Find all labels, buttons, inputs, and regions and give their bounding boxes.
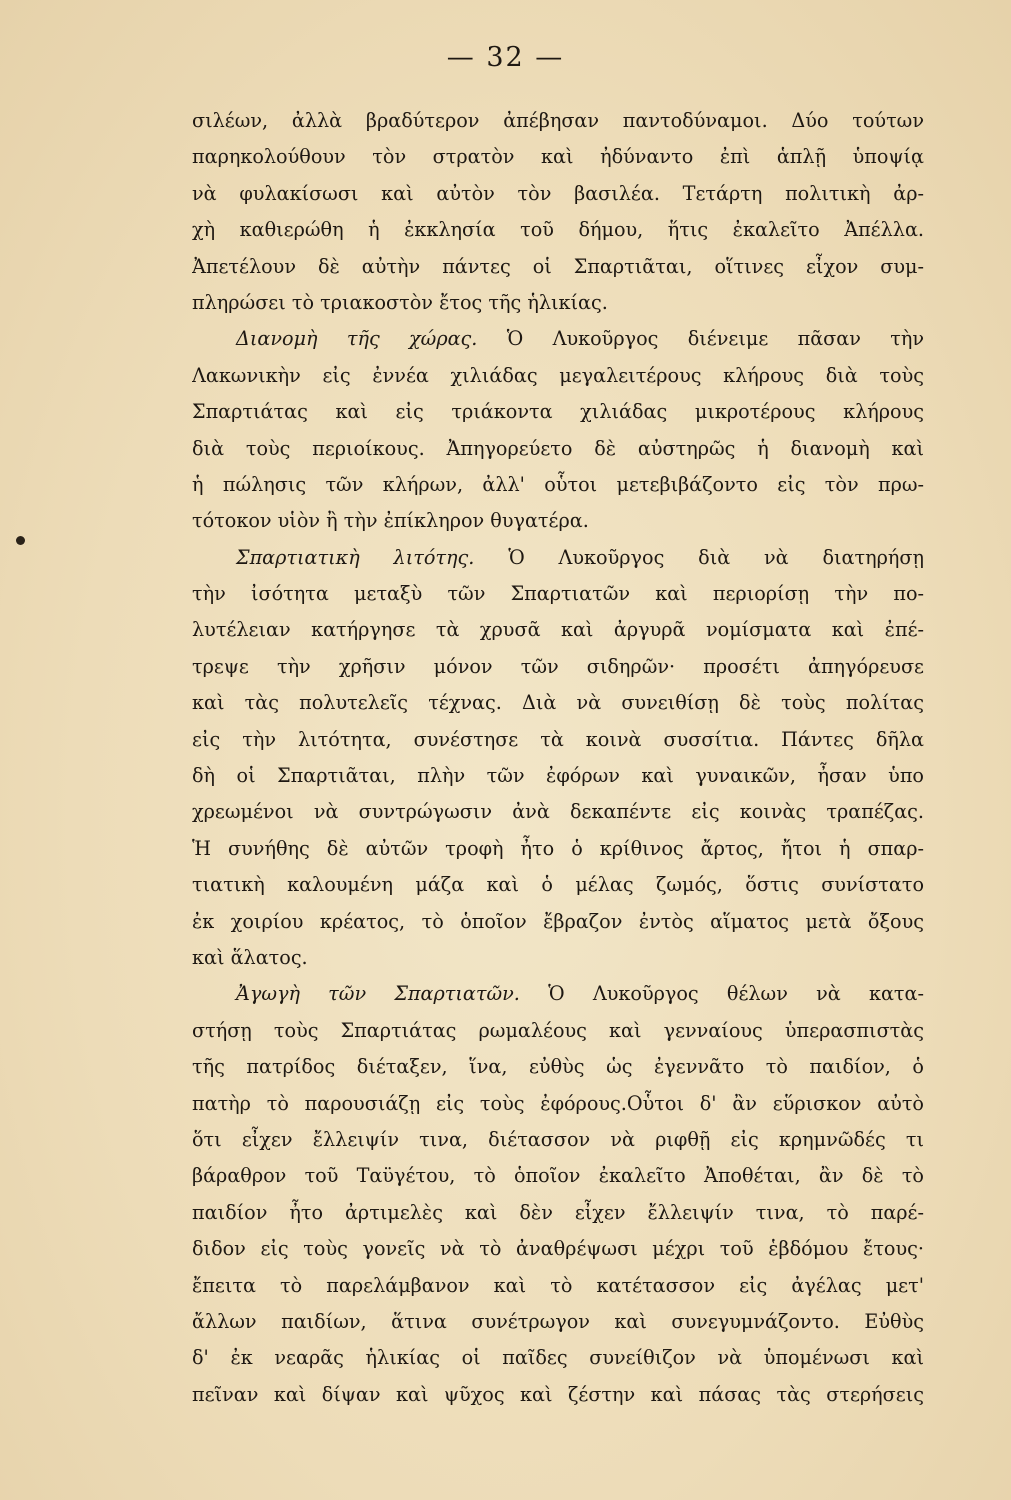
text-line: τῆς πατρίδος διέταξεν, ἵνα, εὐθὺς ὡς ἐγεννᾶτο τὸ παιδίον, ὁ: [192, 1055, 924, 1079]
text-line: ἔπειτα τὸ παρελάμβανον καὶ τὸ κατέτασσον εἰς ἀγέλας μετ': [192, 1273, 924, 1297]
section-heading: Ἀγωγὴ τῶν Σπαρτιατῶν.: [236, 982, 520, 1006]
text-line: ὅτι εἶχεν ἔλλειψίν τινα, διέτασσον νὰ ριφθῇ εἰς κρημνῶδές τι: [192, 1127, 924, 1151]
text-line: πεῖναν καὶ δίψαν καὶ ψῦχος καὶ ζέστην καὶ πάσας τὰς στερήσεις: [192, 1382, 924, 1406]
text-line: παιδίον ἦτο ἀρτιμελὲς καὶ δὲν εἶχεν ἔλλειψίν τινα, τὸ παρέ-: [192, 1200, 924, 1224]
text-line: εἰς τὴν λιτότητα, συνέστησε τὰ κοινὰ συσσίτια. Πάντες δῆλα: [192, 727, 924, 751]
text-line: διὰ τοὺς περιοίκους. Ἀπηγορεύετο δὲ αὐστηρῶς ἡ διανομὴ καὶ: [192, 436, 924, 460]
text-line: πατὴρ τὸ παρουσιάζῃ εἰς τοὺς ἐφόρους.Οὗτοι δ' ἂν εὕρισκον αὐτὸ: [192, 1091, 924, 1115]
text-line: καὶ ἅλατος.: [192, 945, 308, 969]
section-heading-line-diavomi: Διανομὴ τῆς χώρας. Ὁ Λυκοῦργος διένειμε πᾶσαν τὴν: [236, 327, 924, 351]
text-line: βάραθρον τοῦ Ταϋγέτου, τὸ ὁποῖον ἐκαλεῖτο Ἀποθέται, ἂν δὲ τὸ: [192, 1164, 924, 1188]
text-line: τὴν ἰσότητα μεταξὺ τῶν Σπαρτιατῶν καὶ περιορίσῃ τὴν πο-: [192, 582, 924, 606]
section-heading-line-agogi: Ἀγωγὴ τῶν Σπαρτιατῶν. Ὁ Λυκοῦργος θέλων νὰ κατα-: [236, 982, 924, 1006]
text-line: τιατικὴ καλουμένη μάζα καὶ ὁ μέλας ζωμός, ὅστις συνίστατο: [192, 873, 924, 897]
section-heading: Σπαρτιατικὴ λιτότης.: [236, 545, 475, 569]
text-line: Λακωνικὴν εἰς ἐννέα χιλιάδας μεγαλειτέρους κλήρους διὰ τοὺς: [192, 363, 924, 387]
text-line: πληρώσει τὸ τριακοστὸν ἔτος τῆς ἡλικίας.: [192, 290, 608, 314]
section-heading: Διανομὴ τῆς χώρας.: [236, 327, 478, 351]
page-number: — 32 —: [446, 42, 565, 73]
text-line: ἄλλων παιδίων, ἅτινα συνέτρωγον καὶ συνεγυμνάζοντο. Εὐθὺς: [192, 1309, 924, 1333]
section-heading-line-litotis: Σπαρτιατικὴ λιτότης. Ὁ Λυκοῦργος διὰ νὰ διατηρήσῃ: [236, 545, 924, 569]
margin-ink-mark: [16, 536, 25, 545]
text-line: χὴ καθιερώθη ἡ ἐκκλησία τοῦ δήμου, ἥτις ἐκαλεῖτο Ἀπέλλα.: [192, 218, 924, 242]
text-line: διδον εἰς τοὺς γονεῖς νὰ τὸ ἀναθρέψωσι μέχρι τοῦ ἑβδόμου ἔτους·: [192, 1237, 924, 1261]
text-line: τρεψε τὴν χρῆσιν μόνον τῶν σιδηρῶν· προσέτι ἀπηγόρευσε: [192, 654, 924, 678]
text-line: Σπαρτιάτας καὶ εἰς τριάκοντα χιλιάδας μικροτέρους κλήρους: [192, 400, 924, 424]
text-line: ἡ πώλησις τῶν κλήρων, ἀλλ' οὗτοι μετεβιβάζοντο εἰς τὸν πρω-: [192, 472, 924, 496]
text-line: ἐκ χοιρίου κρέατος, τὸ ὁποῖον ἔβραζον ἐντὸς αἵματος μετὰ ὄξους: [192, 909, 924, 933]
text-line: καὶ τὰς πολυτελεῖς τέχνας. Διὰ νὰ συνειθίσῃ δὲ τοὺς πολίτας: [192, 691, 924, 715]
text-line: σιλέων, ἀλλὰ βραδύτερον ἀπέβησαν παντοδύναμοι. Δύο τούτων: [192, 109, 924, 132]
text-line: Ἡ συνήθης δὲ αὐτῶν τροφὴ ἦτο ὁ κρίθινος ἄρτος, ἤτοι ἡ σπαρ-: [192, 836, 924, 860]
text-line: χρεωμένοι νὰ συντρώγωσιν ἀνὰ δεκαπέντε εἰς κοινὰς τραπέζας.: [192, 800, 924, 824]
text-line: λυτέλειαν κατήργησε τὰ χρυσᾶ καὶ ἀργυρᾶ νομίσματα καὶ ἐπέ-: [192, 618, 924, 642]
text-line: δὴ οἱ Σπαρτιᾶται, πλὴν τῶν ἐφόρων καὶ γυναικῶν, ἦσαν ὑπο: [192, 764, 924, 788]
text-line: Ἀπετέλουν δὲ αὐτὴν πάντες οἱ Σπαρτιᾶται, οἵτινες εἶχον συμ-: [192, 254, 924, 278]
text-line: παρηκολούθουν τὸν στρατὸν καὶ ἠδύναντο ἐπὶ ἁπλῇ ὑποψίᾳ: [192, 145, 924, 169]
text-line: δ' ἐκ νεαρᾶς ἡλικίας οἱ παῖδες συνείθιζον νὰ ὑπομένωσι καὶ: [192, 1346, 924, 1370]
text-line: στήσῃ τοὺς Σπαρτιάτας ρωμαλέους καὶ γενναίους ὑπερασπιστὰς: [192, 1018, 924, 1042]
text-line: τότοκον υἱὸν ἢ τὴν ἐπίκληρον θυγατέρα.: [192, 509, 589, 533]
body-text: [192, 103, 924, 1413]
text-line: νὰ φυλακίσωσι καὶ αὐτὸν τὸν βασιλέα. Τετάρτη πολιτικὴ ἀρ-: [192, 181, 924, 205]
